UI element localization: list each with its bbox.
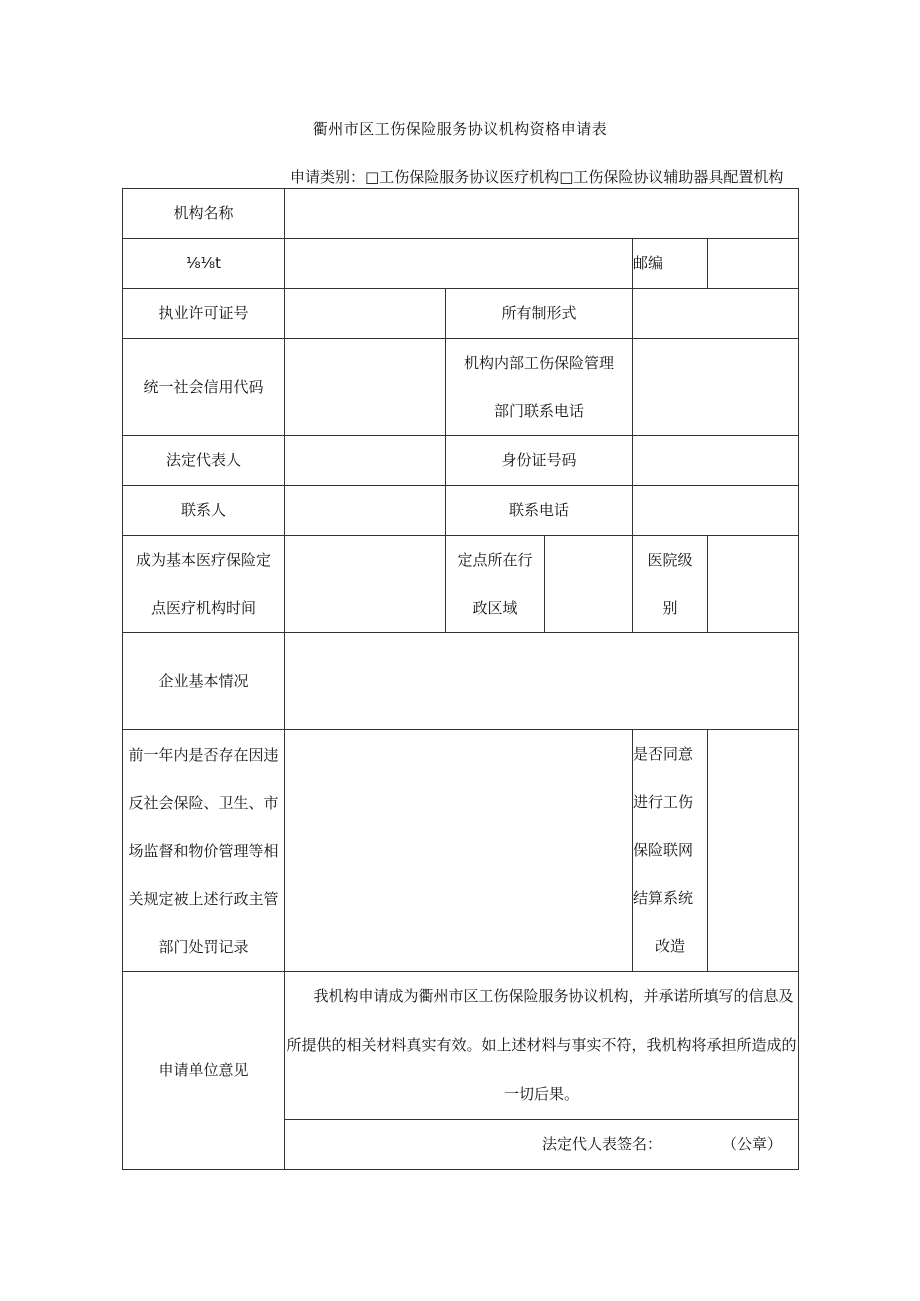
seal-label: （公章）: [722, 1135, 783, 1153]
label-postcode: 邮编: [633, 239, 708, 289]
label-org-name: 机构名称: [123, 189, 285, 239]
field-designated-time[interactable]: [285, 536, 446, 633]
label-region: [446, 536, 545, 633]
violation-line-3: 场监督和物价管理等相: [128, 841, 279, 860]
network-line-4: 结算系统: [633, 889, 694, 907]
label-violation-record: [123, 730, 285, 972]
field-internal-dept-phone[interactable]: [633, 339, 799, 436]
field-hospital-level[interactable]: [708, 536, 799, 633]
label-enterprise-info: 企业基本情况: [123, 633, 285, 730]
region-line-1: 定点所在行: [457, 551, 533, 569]
field-license-no[interactable]: [285, 289, 446, 339]
row-legal-rep: [123, 436, 799, 486]
field-ownership[interactable]: [633, 289, 799, 339]
label-designated-time: [123, 536, 285, 633]
label-contact: 联系人: [123, 486, 285, 536]
label-network-settlement: [633, 730, 708, 972]
checkbox-medical[interactable]: □: [365, 168, 380, 186]
violation-line-1: 前一年内是否存在因违: [128, 745, 279, 764]
label-contact-phone: 联系电话: [446, 486, 633, 536]
field-postcode[interactable]: [708, 239, 799, 289]
opinion-statement: 我机构申请成为衢州市区工伤保险服务协议机构，并承诺所填写的信息及所提供的相关材料真实有效。如上述材料与事实不符，我机构将承担所造成的一切后果。: [285, 972, 799, 1120]
field-network-settlement[interactable]: [708, 730, 799, 972]
label-hospital-level: [633, 536, 708, 633]
field-contact[interactable]: [285, 486, 446, 536]
label-id-number: 身份证号码: [446, 436, 633, 486]
network-line-5: 改造: [654, 937, 685, 955]
label-legal-rep: 法定代表人: [123, 436, 285, 486]
label-address: ⅛⅛t: [123, 239, 285, 289]
designated-time-line-1: 成为基本医疗保险定: [135, 551, 271, 569]
field-enterprise-info[interactable]: [285, 633, 799, 730]
field-address[interactable]: [285, 239, 633, 289]
row-designated: [123, 536, 799, 633]
field-org-name[interactable]: [285, 189, 799, 239]
row-violation: [123, 730, 799, 972]
region-line-2: 政区域: [472, 599, 518, 617]
row-enterprise: [123, 633, 799, 730]
row-address: [123, 239, 799, 289]
application-form-table: [122, 188, 799, 1170]
network-line-3: 保险联网: [633, 841, 694, 859]
label-opinion: 申请单位意见: [123, 972, 285, 1170]
label-license-no: 执业许可证号: [123, 289, 285, 339]
field-violation-record[interactable]: [285, 730, 633, 972]
designated-time-line-2: 点医疗机构时间: [150, 599, 256, 617]
field-credit-code[interactable]: [285, 339, 446, 436]
violation-line-2: 反社会保险、卫生、市: [128, 793, 279, 812]
row-credit-code: [123, 339, 799, 436]
network-line-1: 是否同意: [633, 745, 694, 763]
network-line-2: 进行工伤: [633, 793, 694, 811]
violation-line-4: 关规定被上述行政主管: [128, 889, 279, 908]
signature-label: 法定代人表签名：: [542, 1135, 663, 1153]
category-option-assistive: 工伤保险协议辅助器具配置机构: [573, 168, 784, 186]
field-legal-rep[interactable]: [285, 436, 446, 486]
hospital-level-line-2: 别: [662, 599, 678, 617]
category-label: 申请类别：: [290, 168, 366, 186]
row-org-name: [123, 189, 799, 239]
internal-dept-line-2: 部门联系电话: [493, 402, 584, 420]
internal-dept-line-1: 机构内部工伤保险管理: [463, 354, 614, 372]
application-category: [290, 166, 798, 187]
label-credit-code: 统一社会信用代码: [123, 339, 285, 436]
label-ownership: 所有制形式: [446, 289, 633, 339]
field-contact-phone[interactable]: [633, 486, 799, 536]
row-opinion: [123, 972, 799, 1120]
signature-area[interactable]: [285, 1120, 799, 1170]
checkbox-assistive[interactable]: □: [559, 168, 574, 186]
field-id-number[interactable]: [633, 436, 799, 486]
form-title: 衢州市区工伤保险服务协议机构资格申请表: [312, 120, 608, 138]
row-license: [123, 289, 799, 339]
row-contact: [123, 486, 799, 536]
category-option-medical: 工伤保险服务协议医疗机构: [379, 168, 560, 186]
label-internal-dept-phone: [446, 339, 633, 436]
field-region[interactable]: [545, 536, 633, 633]
hospital-level-line-1: 医院级: [647, 551, 693, 569]
violation-line-5: 部门处罚记录: [158, 937, 249, 956]
